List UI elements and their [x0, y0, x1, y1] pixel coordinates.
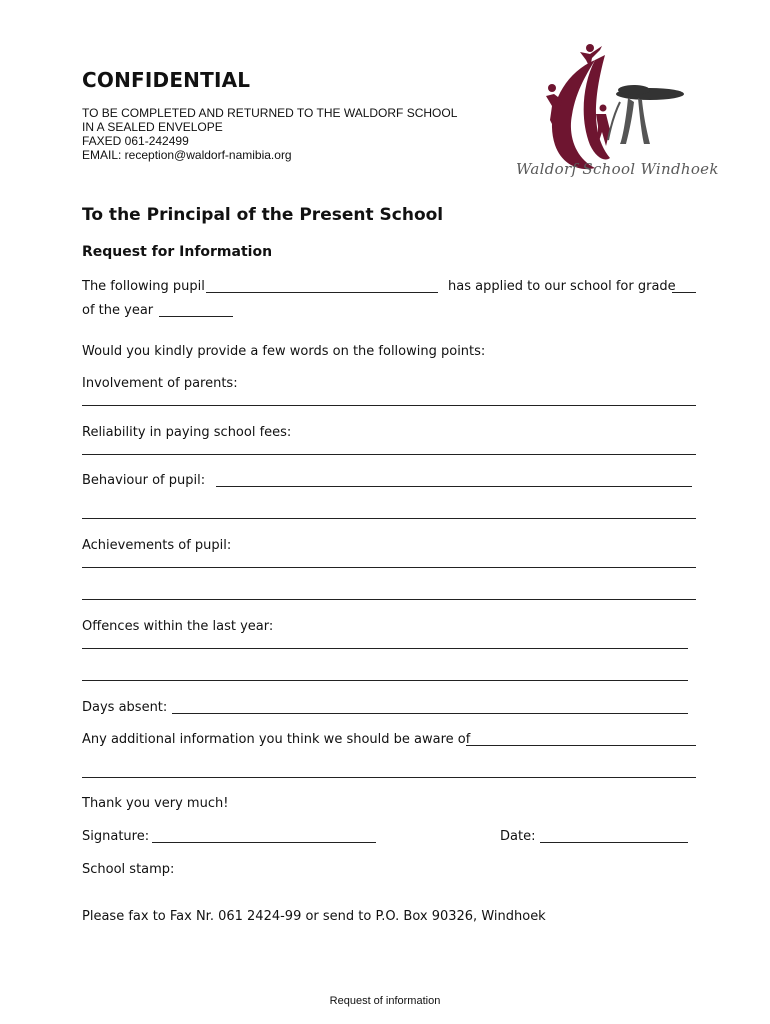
days-absent-label: Days absent: [82, 700, 168, 715]
offences-label: Offences within the last year: [82, 619, 274, 634]
fees-field[interactable] [82, 454, 696, 455]
achievements-field-2[interactable] [82, 599, 696, 600]
involvement-label: Involvement of parents: [82, 376, 238, 391]
grade-field[interactable] [672, 292, 696, 293]
behaviour-label: Behaviour of pupil: [82, 473, 206, 488]
additional-info-field-2[interactable] [82, 777, 696, 778]
offences-field-2[interactable] [82, 680, 688, 681]
offences-field[interactable] [82, 648, 688, 649]
header-line-3: FAXED 061-242499 [82, 134, 189, 148]
header-email-line: EMAIL: reception@waldorf-namibia.org [82, 148, 292, 162]
behaviour-field[interactable] [216, 486, 692, 487]
page-footer: Request of information [329, 995, 441, 1007]
signature-field[interactable] [152, 842, 376, 843]
behaviour-field-2[interactable] [82, 518, 696, 519]
additional-info-label: Any additional information you think we should be aware of [82, 732, 471, 747]
intro-text: Would you kindly provide a few words on the following points: [82, 344, 486, 359]
header-line-2: IN A SEALED ENVELOPE [82, 120, 223, 134]
grade-label: has applied to our school for grade [448, 279, 676, 294]
fees-label: Reliability in paying school fees: [82, 425, 292, 440]
fax-note: Please fax to Fax Nr. 061 2424-99 or send to P.O. Box 90326, Windhoek [82, 909, 546, 924]
pupil-name-field[interactable] [206, 292, 438, 293]
school-name-logotype: Waldorf School Windhoek [516, 160, 719, 178]
thanks-text: Thank you very much! [82, 796, 229, 811]
document-title: CONFIDENTIAL [82, 68, 251, 92]
achievements-field[interactable] [82, 567, 696, 568]
pupil-label: The following pupil [82, 279, 205, 294]
form-subheading: Request for Information [82, 244, 273, 260]
date-label: Date: [500, 829, 536, 844]
header-line-1: TO BE COMPLETED AND RETURNED TO THE WALDORF SCHOOL [82, 106, 458, 120]
additional-info-field[interactable] [466, 745, 696, 746]
year-label: of the year [82, 303, 154, 318]
days-absent-field[interactable] [172, 713, 688, 714]
form-heading: To the Principal of the Present School [82, 205, 444, 225]
school-stamp-label: School stamp: [82, 862, 175, 877]
achievements-label: Achievements of pupil: [82, 538, 232, 553]
involvement-field[interactable] [82, 405, 696, 406]
date-field[interactable] [540, 842, 688, 843]
year-field[interactable] [159, 316, 233, 317]
signature-label: Signature: [82, 829, 150, 844]
